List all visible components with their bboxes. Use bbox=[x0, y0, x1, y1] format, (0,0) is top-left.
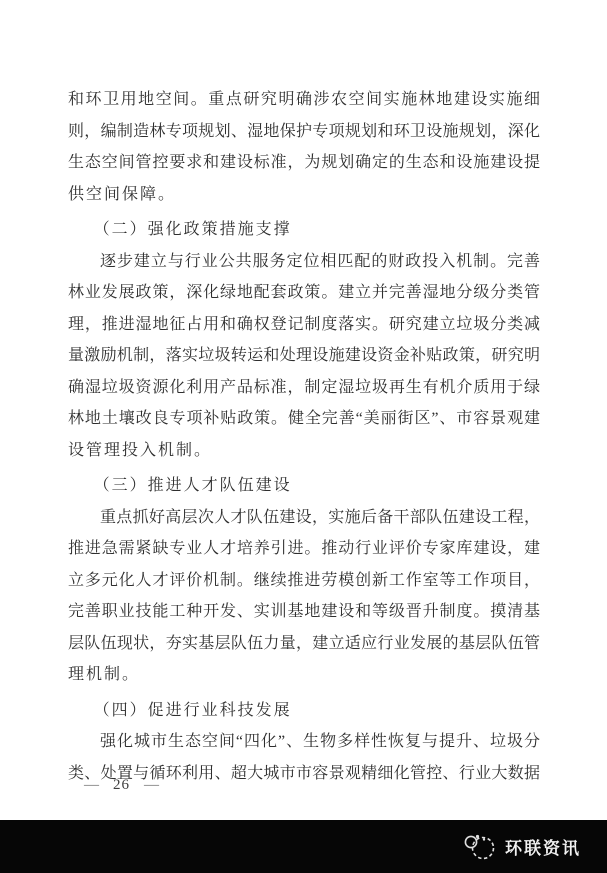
footer-bar bbox=[0, 820, 607, 873]
section-heading: （四）促进行业科技发展 bbox=[93, 701, 292, 719]
brand-lockup bbox=[462, 832, 581, 862]
text-line: 理机制。 bbox=[68, 666, 141, 683]
text-line: 重点抓好高层次人才队伍建设，实施后备干部队伍建设工程， bbox=[100, 508, 540, 526]
ring-link-logo-icon bbox=[462, 832, 496, 862]
text-line: 量激励机制，落实垃圾转运和处理设施建设资金补贴政策，研究明 bbox=[68, 347, 540, 364]
page-number-dash-right: — bbox=[144, 777, 159, 793]
text-line: 强化城市生态空间“四化”、生物多样性恢复与提升、垃圾分 bbox=[100, 733, 540, 750]
page-number-value: 26 bbox=[113, 777, 130, 793]
text-line: 类、处置与循环利用、超大城市市容景观精细化管控、行业大数据 bbox=[68, 764, 540, 782]
text-line: 则，编制造林专项规划、湿地保护专项规划和环卫设施规划，深化 bbox=[68, 122, 540, 140]
text-line: 立多元化人才评价机制。继续推进劳模创新工作室等工作项目， bbox=[68, 571, 540, 589]
text-line: 设管理投入机制。 bbox=[68, 441, 213, 459]
text-line: 林地土壤改良专项补贴政策。健全完善“美丽街区”、市容景观建 bbox=[68, 410, 540, 427]
text-line: 确湿垃圾资源化利用产品标准，制定湿垃圾再生有机介质用于绿 bbox=[68, 378, 540, 396]
text-line: 层队伍现状，夯实基层队伍力量，建立适应行业发展的基层队伍管 bbox=[68, 634, 540, 652]
text-line: 供空间保障。 bbox=[68, 185, 177, 203]
document-body bbox=[68, 84, 540, 789]
page-number-dash-left: — bbox=[84, 777, 99, 793]
text-line: 理，推进湿地征占用和确权登记制度落实。研究建立垃圾分类减 bbox=[68, 315, 540, 333]
text-line: 完善职业技能工种开发、实训基地建设和等级晋升制度。摸清基 bbox=[68, 603, 540, 620]
text-line: 林业发展政策，深化绿地配套政策。建立并完善湿地分级分类管 bbox=[68, 284, 540, 301]
page-number bbox=[84, 777, 159, 794]
text-line: 和环卫用地空间。重点研究明确涉农空间实施林地建设实施细 bbox=[68, 91, 540, 108]
text-line: 推进急需紧缺专业人才培养引进。推动行业评价专家库建设，建 bbox=[68, 540, 540, 557]
section-heading: （二）强化政策措施支撑 bbox=[93, 221, 292, 238]
section-heading: （三）推进人才队伍建设 bbox=[93, 477, 292, 494]
brand-name: 环联资讯 bbox=[505, 839, 581, 858]
text-line: 生态空间管控要求和建设标准，为规划确定的生态和设施建设提 bbox=[68, 154, 540, 171]
text-line: 逐步建立与行业公共服务定位相匹配的财政投入机制。完善 bbox=[100, 252, 540, 270]
